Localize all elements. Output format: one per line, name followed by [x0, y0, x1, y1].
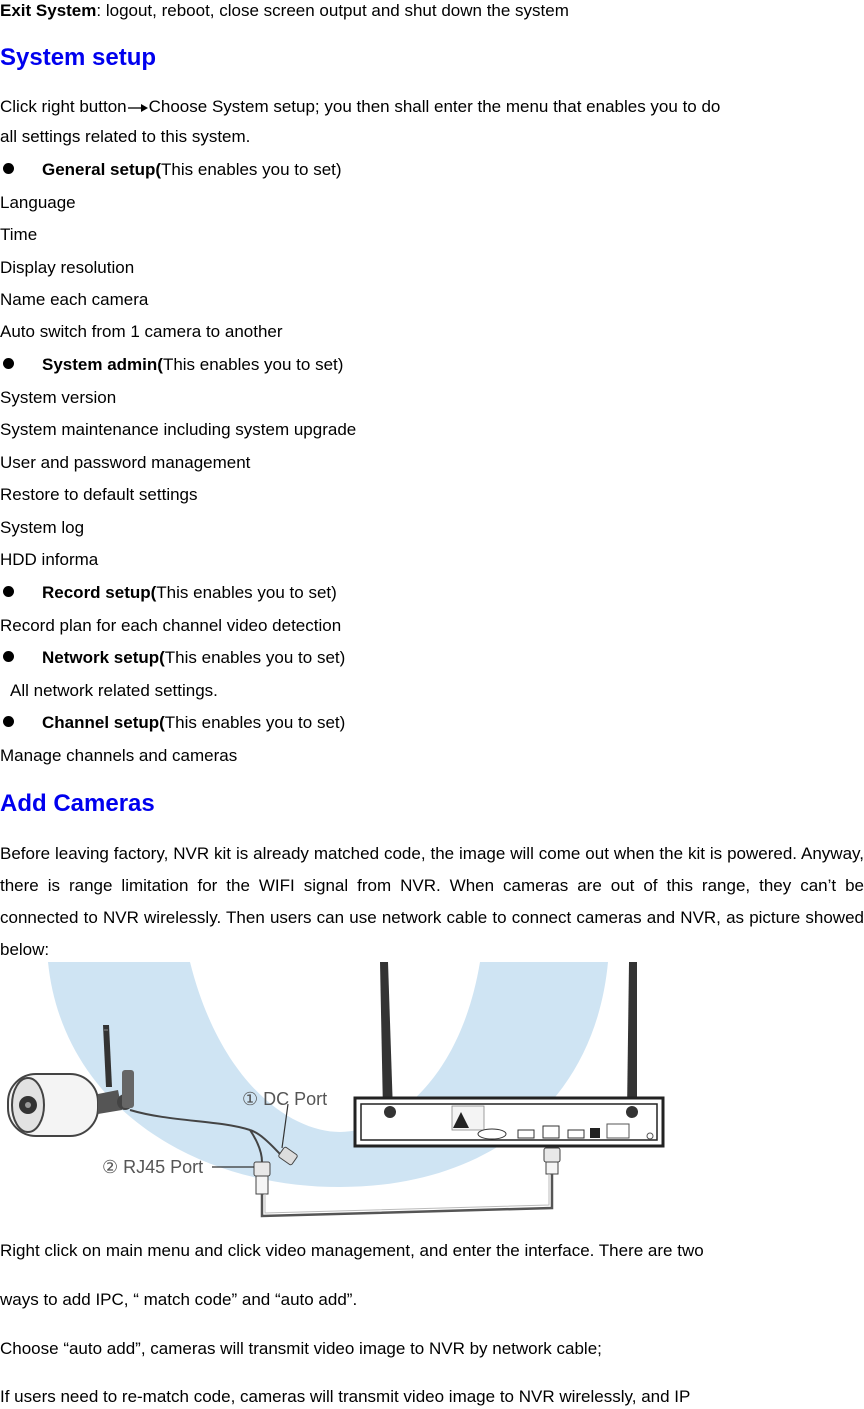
list-item: Display resolution — [0, 258, 135, 277]
list-item: Language — [0, 193, 76, 212]
record-setup-suffix: This enables you to set) — [156, 583, 337, 602]
intro-part-b: Choose System setup; you then shall enter the menu that enables you to do — [148, 97, 721, 116]
bullet-system-admin — [0, 354, 343, 376]
intro-part-a: Click right button — [0, 97, 127, 116]
nvr-antenna-right-icon — [627, 962, 637, 1112]
list-item: Restore to default settings — [0, 485, 198, 504]
add-cameras-heading: Add Cameras — [0, 790, 155, 817]
exit-system-text: : logout, reboot, close screen output and shut down the system — [96, 1, 569, 20]
list-item: Name each camera — [0, 290, 149, 309]
channel-setup-suffix: This enables you to set) — [164, 713, 346, 732]
bullet-icon — [3, 716, 14, 727]
bullet-channel-setup — [0, 712, 345, 734]
system-admin-suffix: This enables you to set) — [162, 355, 344, 374]
system-setup-heading: System setup — [0, 44, 157, 71]
general-setup-title: General setup( — [42, 160, 162, 179]
bottom-line-2: ways to add IPC, “ match code” and “auto add”. — [0, 1290, 358, 1309]
record-setup-title: Record setup( — [42, 583, 157, 602]
list-item: System log — [0, 518, 85, 537]
dc-port-label: ① DC Port — [242, 1089, 328, 1109]
channel-setup-title: Channel setup( — [42, 713, 165, 732]
nvr-antenna-left-icon — [380, 962, 393, 1112]
system-setup-intro-line1 — [0, 96, 720, 118]
add-cameras-paragraph: Before leaving factory, NVR kit is already matched code, the image will come out when the kit is powered. Anyway, there is range limitation for the WIFI signal from NVR. When cameras are out of this range, they can’t be connected to NVR wirelessly. Then users can use network cable to connect cameras and NVR, as picture showed below: — [0, 844, 864, 959]
list-item: HDD informa — [0, 550, 99, 569]
bullet-record-setup — [0, 582, 337, 604]
system-setup-intro-line2: all settings related to this system. — [0, 127, 251, 146]
network-setup-title: Network setup( — [42, 648, 165, 667]
list-item: Time — [0, 225, 38, 244]
right-arrow-icon — [127, 102, 149, 114]
bullet-network-setup — [0, 647, 345, 669]
bullet-icon — [3, 163, 14, 174]
bullet-general-setup — [0, 159, 342, 181]
list-item: System maintenance including system upgrade — [0, 420, 357, 439]
system-admin-title: System admin( — [42, 355, 163, 374]
exit-system-line — [0, 0, 569, 22]
bottom-line-1: Right click on main menu and click video management, and enter the interface. There are two — [0, 1241, 704, 1260]
bottom-line-4: If users need to re-match code, cameras will transmit video image to NVR wirelessly, and IP — [0, 1387, 691, 1406]
list-item: Manage channels and cameras — [0, 746, 238, 765]
exit-system-label: Exit System — [0, 1, 97, 20]
bullet-icon — [3, 586, 14, 597]
list-item: All network related settings. — [10, 681, 218, 700]
network-setup-suffix: This enables you to set) — [164, 648, 346, 667]
bullet-icon — [3, 651, 14, 662]
nvr-recorder-icon — [355, 1098, 663, 1146]
list-item: Record plan for each channel video detection — [0, 616, 342, 635]
connection-diagram — [0, 962, 864, 1222]
nvr-rj45-plug-icon — [544, 1148, 560, 1174]
bullet-icon — [3, 358, 14, 369]
rj45-port-label: ② RJ45 Port — [102, 1157, 204, 1177]
list-item: Auto switch from 1 camera to another — [0, 322, 283, 341]
bottom-line-3: Choose “auto add”, cameras will transmit video image to NVR by network cable; — [0, 1339, 602, 1358]
list-item: User and password management — [0, 453, 251, 472]
list-item: System version — [0, 388, 117, 407]
general-setup-suffix: This enables you to set) — [161, 160, 342, 179]
